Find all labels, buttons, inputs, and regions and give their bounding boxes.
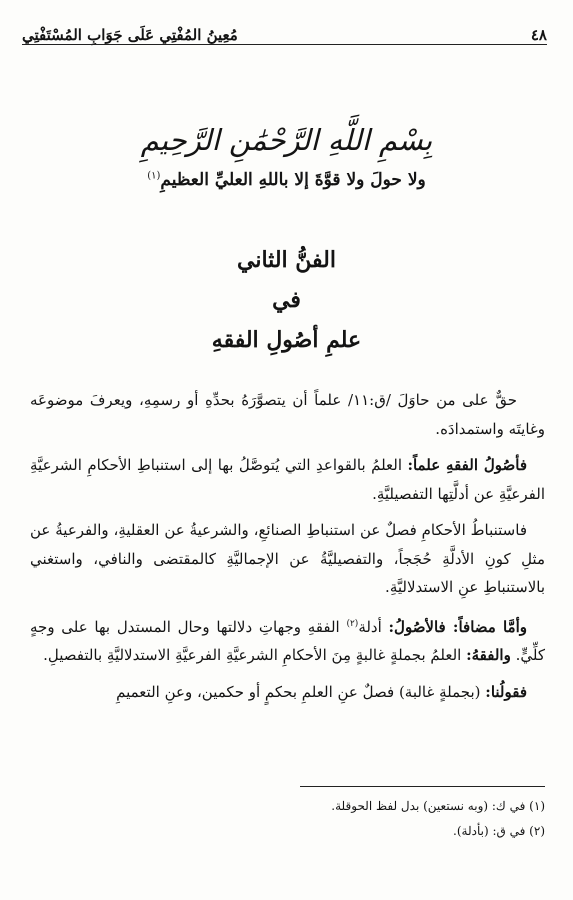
page-number: ٤٨	[530, 26, 547, 44]
footnote-2: (٢) في ق: (بأدلة).	[453, 824, 545, 838]
term-usul: وأمَّا مضافاً: فالأصُولُ:	[388, 617, 528, 636]
paragraph-4-text-a: أدلة	[358, 617, 389, 636]
term-qawluna: فقولُنا:	[485, 682, 527, 701]
footnote-1: (١) في ك: (وبه نستعين) بدل لفظ الحوقلة.	[331, 799, 545, 813]
body-text	[30, 386, 545, 714]
section-subject: علمِ أصُولِ الفقهِ	[211, 327, 362, 353]
paragraph-3: فاستنباطُ الأحكامِ فصلٌ عن استنباطِ الصنائعِ، والشرعيةُ عن العقليةِ، والفرعيةُ عن مثلِ كونِ الأدلَّةِ حُجَجاً، والتفصيليَّةُ عن الإجماليَّةِ كالمقتضى والنافي، واستغني بالاستنباطِ عنِ الاستدلاليَّةِ.	[30, 521, 545, 596]
paragraph-2-text: العلمُ بالقواعدِ التي يُتوصَّلُ بها إلى استنباطِ الأحكامِ الشرعيَّةِ الفرعيَّةِ عن أدلَّتِها التفصيليَّةِ.	[30, 456, 545, 503]
term-definition: فأصُولُ الفقهِ علماً:	[407, 456, 527, 474]
footnotes	[40, 794, 545, 844]
term-fiqh: والفقهُ:	[466, 646, 511, 664]
paragraph-4-text-c: العلمُ بجملةٍ غالبةٍ مِنَ الأحكامِ الشرعيَّةِ الفرعيَّةِ الاستدلاليَّةِ بالتفصيلِ.	[43, 646, 467, 664]
book-title: مُعِينُ المُفْتِي عَلَى جَوَابِ المُسْتَفْتِي	[22, 26, 238, 44]
header-divider	[22, 44, 547, 45]
footnote-ref-2: (٢)	[346, 618, 359, 629]
paragraph-4	[30, 610, 545, 670]
paragraph-1: حقٌّ على من حاوَلَ /ق:١١/ علماً أن يتصوَّرَهُ بحدِّهِ أو رسمِهِ، ويعرفَ موضوعَه وغايتَه واستمدادَه.	[30, 391, 545, 438]
footnote-ref-1: (١)	[147, 170, 161, 182]
section-title: الفنُّ الثاني	[237, 247, 336, 273]
running-header	[22, 14, 547, 44]
invocation-text: ولا حولَ ولا قوَّةَ إلا باللهِ العليِّ العظيمِ	[160, 170, 426, 190]
paragraph-4-text-b: الفقهِ وجهاتِ دلالتها وحال المستدل بها على وجهٍ كلِّيٍّ.	[30, 617, 545, 664]
paragraph-5	[30, 678, 545, 707]
footnote-divider	[300, 786, 545, 787]
invocation-line	[0, 170, 573, 190]
paragraph-2	[30, 451, 545, 508]
basmala: بِسْمِ اللَّهِ الرَّحْمَٰنِ الرَّحِيمِ	[140, 123, 433, 157]
paragraph-5-text: (بجملةٍ غالبة) فصلٌ عنِ العلمِ بحكمٍ أو حكمين، وعنِ التعميمِ	[116, 682, 486, 701]
section-title-preposition: في	[272, 287, 301, 313]
